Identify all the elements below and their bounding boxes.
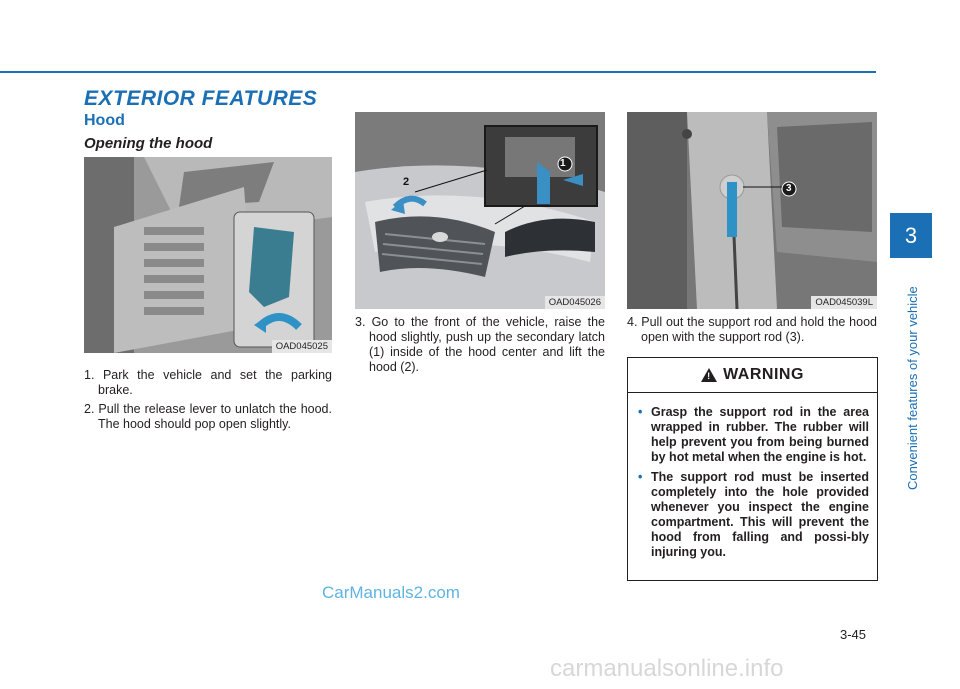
subtopic-heading: Opening the hood bbox=[84, 135, 213, 152]
callout-1: 1 bbox=[560, 158, 566, 169]
warning-header bbox=[628, 358, 877, 393]
section-title: EXTERIOR FEATURES bbox=[84, 87, 318, 110]
support-rod-photo bbox=[627, 112, 877, 309]
warning-list bbox=[628, 393, 877, 560]
steps-column-2 bbox=[355, 315, 605, 379]
watermark-link[interactable]: CarManuals2.com bbox=[322, 583, 460, 602]
step-3: 3. Go to the front of the vehicle, raise the hood slightly, push up the secondary latch (1) inside of the hood center and lift the hood (2). bbox=[355, 315, 605, 374]
vehicle-front-photo bbox=[355, 112, 605, 309]
step-2: 2. Pull the release lever to unlatch the hood. The hood should pop open slightly. bbox=[84, 402, 332, 431]
page-number: 3-45 bbox=[840, 627, 867, 642]
callout-2: 2 bbox=[403, 176, 410, 188]
warning-item: • Grasp the support rod in the area wrapped in rubber. The rubber will help prevent you from being burned by hot metal when the engine is hot. bbox=[638, 405, 869, 465]
image-code-2: OAD045026 bbox=[545, 296, 605, 309]
image-code-3: OAD045039L bbox=[811, 296, 877, 309]
hood-release-lever-photo bbox=[84, 157, 332, 353]
steps-column-1 bbox=[84, 368, 332, 436]
warning-item: • The support rod must be inserted completely into the hole provided whenever you inspect the engine compartment. This will prevent the hood from falling and possi-bly injuring you. bbox=[638, 470, 869, 560]
chapter-title: Convenient features of your vehicle bbox=[905, 286, 920, 490]
watermark-footer: carmanualsonline.info bbox=[550, 655, 784, 682]
topic-heading: Hood bbox=[84, 112, 125, 129]
callout-3: 3 bbox=[786, 183, 792, 194]
warning-triangle-icon: ! bbox=[701, 368, 717, 382]
image-code-1: OAD045025 bbox=[272, 340, 332, 353]
steps-column-3 bbox=[627, 315, 877, 349]
warning-box bbox=[627, 357, 878, 581]
step-1: 1. Park the vehicle and set the parking brake. bbox=[84, 368, 332, 397]
chapter-tab: 3 bbox=[890, 213, 932, 258]
step-4: 4. Pull out the support rod and hold the hood open with the support rod (3). bbox=[627, 315, 877, 344]
warning-title: WARNING bbox=[723, 366, 804, 383]
header-rule bbox=[0, 71, 876, 73]
